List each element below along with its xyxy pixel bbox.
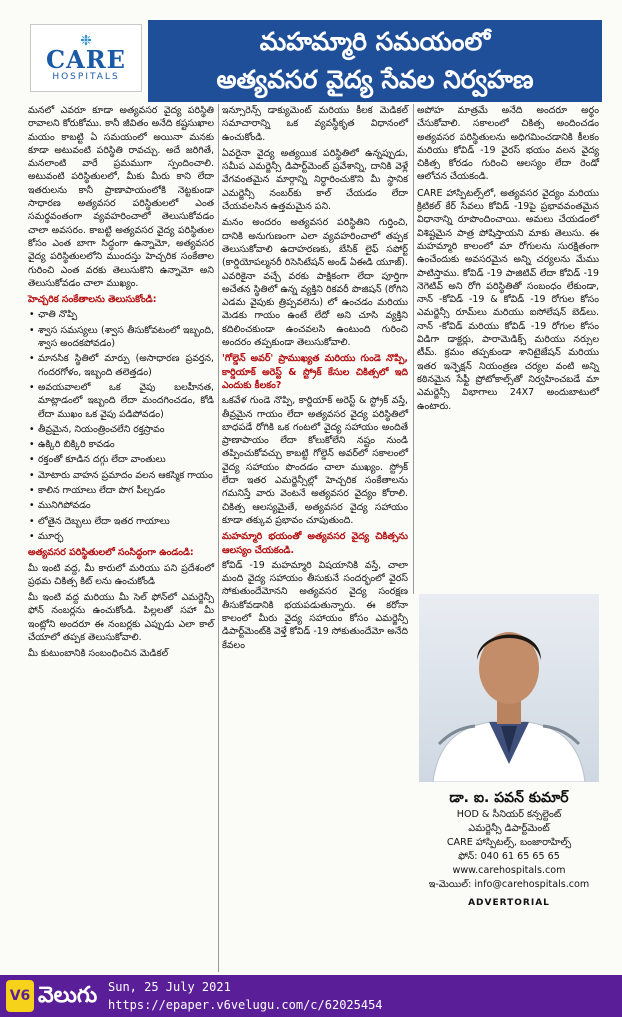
paragraph: CARE హాస్పిటల్స్‌లో, అత్యవసర వైద్యం మరియు క్రిటికల్ కేర్ సేవలు కోవిడ్ -19పై ప్రభావవంతమైన విధానాన్ని రూపొందించాయి. అమలు చేయడంలో విశిష్టమైన పాత్ర పోషిస్తాయని మాకు తెలుసు. ఈ మహమ్మారి కాలంలో మా రోగులను సురక్షితంగా ఉంచేందుకు అవసరమైన అన్ని చర్యలను మేము పాటిస్తాము. కోవిడ్ -19 పాజిటివ్ లేదా కోవిడ్ -19 నెగెటివ్ అని రోగి పరిస్థితితో సంబంధం లేకుండా, నాన్ -కోవిడ్ -19 & కోవిడ్ -19 రోగుల కోసం ఎమర్జెన్సీ రూమ్‌లు మరియు ఐసోలేషన్ బెడ్‌లు. నాన్ -కోవిడ్ మరియు కోవిడ్ -19 రోగుల కోసం విడిగా డాక్టర్లు, పారామెడిక్స్ మరియు నర్సుల టీమ్. క్రమం తప్పకుండా శానిటైజేషన్ మరియు ఇతర ఇన్ఫెక్షన్ నియంత్రణ చర్యల వంటి అన్ని కఠినమైన సేఫ్టీ ప్రోటోకాల్స్‌తో నిర్వహించబడే మా ఎమర్జెన్సీ విభాగాలు 24X7 అందుబాటులో ఉంటారు. xyxy=(417,187,599,412)
edition-date: Sun, 25 July 2021 xyxy=(108,980,231,994)
paragraph: మీ ఇంటి వద్ద, మీ కారులో మరియు పని ప్రదేశంలో ప్రథమ చికిత్స కిట్ లను ఉంచుకోండి xyxy=(28,562,214,587)
column-2 xyxy=(222,104,408,655)
footer-meta xyxy=(108,978,383,1014)
list-item: • ఉక్కిరి బిక్కిరి కావడం xyxy=(28,438,214,451)
doctor-name: డా. ఐ. పవన్ కుమార్ xyxy=(449,790,569,806)
headline-line-2: అత్యవసర వైద్య సేవల నిర్వహణ xyxy=(216,65,534,94)
paragraph: మనం అందరం అత్యవసర పరిస్థితిని గుర్తించి, దానికి అనుగుణంగా ఎలా వ్యవహరించాలో తప్పక తెలుసుకోవాలి ఉదాహరణకు, బేసిక్ లైఫ్ సపోర్ట్ (కార్డియోపల్మనరీ రిసెసిటేషన్ అండ్ ఏఈడి యూజ్). ఎవరికైనా వచ్చే వరకు పాక్షికంగా లేదా పూర్తిగా అచేతన స్థితిలో ఉన్న వ్యక్తిని రికవరీ పొజిషన్ (రోగిని ఎడమ వైపుకు త్రిప్పవలెను) లో ఉంచడం మరియు మెడకు గాయం ఉంటే లేదో అని చూసి వ్యక్తిని కదిలించకుండా ఉంచవలసి ఉంటుంది గురించి అందరం తప్పకుండా తెలుసుకోవాలి. xyxy=(222,217,408,349)
paragraph: అపోహ మాత్రమే అనేది అందరూ అర్థం చేసుకోవాలి. సకాలంలో చికిత్స అందించడం అత్యవసర పరిస్థితులను అధిగమించడానికి కీలకం మరియు కోవిడ్ -19 వైరస్ భయం వలన వైద్య చికిత్స కోరడం గురించి ఆలస్యం లేదా రెండో ఆలోచన చేయకండి. xyxy=(417,105,599,183)
list-item: • మునిగిపోవడం xyxy=(28,499,214,512)
email-address[interactable]: ఇ-మెయిల్: info@carehospitals.com xyxy=(428,879,590,890)
paragraph: ఇన్సూరెన్స్ డాక్యుమెంట్ మరియు కీలక మెడికల్ సమాచారాన్ని ఒక వ్యవస్థీకృత విధానంలో ఉంచుకోండి. xyxy=(222,105,408,143)
list-item: • ఛాతి నొప్పి xyxy=(28,308,214,321)
article-header xyxy=(22,18,602,104)
list-item: • తీవ్రమైన, నియంత్రించలేని రక్తస్రావం xyxy=(28,423,214,436)
v6-velugu-logo[interactable] xyxy=(6,980,98,1012)
advertorial-tag: ADVERTORIAL xyxy=(468,898,550,908)
article-body xyxy=(22,104,602,972)
paragraph: మనలో ఎవరూ కూడా అత్యవసర వైద్య పరిస్థితి రావాలని కోరుకోము. కానీ జీవితం అనేది కష్టసుఖాల మయం కాబట్టి ఏ సమయంలో అయినా మనకు కూడా అటువంటి పరిస్థితి రావచ్చు. అదే జరిగితే, మనలాంటి వారే ప్రమముగా స్పందించాలి. అటువంటి పరిస్థితులలో, మీకు మీరు కాని లేదా ఇతరులను కానీ ప్రాణాపాయంలోకి నెట్టకుండా సాధారణ అత్యవసర పరిస్థితులలో ఎంత సమర్థవంతంగా వ్యవహరించాలో తెలుసుకోవడం చాలా అవసరం. కాబట్టి అత్యవసర వైద్య పరిస్థితుల కోసం ఎంత బాగా సిద్ధంగా ఉన్నామో, అత్యవసర వైద్య పరిస్థితులలోని ముందస్తు హెచ్చరిక సంకేతాల గురించి ఎంత వరకు తెలుసుకొని ఉన్నామో అని తెలుసుకోవడం చాలా ముఖ్యం. xyxy=(28,105,214,289)
list-item: • మోటారు వాహన ప్రమాదం వలన ఆకస్మిక గాయం xyxy=(28,469,214,482)
subheading: మహమ్మారి భయంతో అత్యవసర వైద్య చికిత్సను ఆలస్యం చేయకండి. xyxy=(222,531,408,556)
epaper-footer-bar xyxy=(0,975,622,1017)
list-item: • రక్తంతో కూడిన దగ్గు లేదా వాంతులు xyxy=(28,453,214,466)
subheading: హెచ్చరిక సంకేతాలను తెలుసుకోండి: xyxy=(28,294,157,306)
list-item: • మూర్ఛ xyxy=(28,530,214,543)
list-item: • కాలిన గాయాలు లేదా పొగ పీల్చడం xyxy=(28,484,214,497)
care-logo-icon: ❉ xyxy=(80,33,92,49)
brand-wordmark: వెలుగు xyxy=(38,983,98,1008)
v6-badge-icon: V6 xyxy=(6,980,34,1012)
doctor-photo xyxy=(419,594,599,782)
doctor-portrait-icon xyxy=(419,594,599,782)
epaper-url[interactable]: https://epaper.v6velugu.com/c/62025454 xyxy=(108,998,383,1012)
paragraph: కోవిడ్ -19 మహమ్మారి విషయానికి వస్తే, చాలా మంది వైద్య సహాయం తీసుకునే సందర్భంలో వైరస్ సోకుతుందేమోనని అత్యవసర వైద్య సంరక్షణ తీసుకోవడానికి భయపడుతున్నారు. ఈ కరోనా కాలంలో మీరు వైద్య సహాయం కోసం ఎమర్జెన్సీ డిపార్ట్‌మెంట్‌కి వెళ్తే కోవిడ్ -19 సోకుతుందేమో అనేది కేవలం xyxy=(222,559,408,651)
website-link[interactable]: www.carehospitals.com xyxy=(452,865,566,876)
column-divider xyxy=(413,104,414,594)
paragraph: ఒకవేళ గుండె నొప్పి, కార్డియాక్ అరెస్ట్ & స్ట్రోక్ వస్తే, తీవ్రమైన గాయం లేదా అత్యవసర వైద్య పరిస్థితిలో బాధపడే రోగికి ఒక గంటలో వైద్య సహాయం అందితే ప్రాణాపాయం లేదా కోలుకోలేని నష్టం నుండి తప్పించుకోవచ్చు కాబట్టి గోల్డెన్ అవర్‌లో సకాలంలో వైద్య సహాయం పొందడం చాలా ముఖ్యం. స్ట్రోక్ లేదా ఇతర ఎమర్జెన్సీల్లో హెచ్చరిక సంకేతాలను గమనిస్తే వారు వెంటనే అత్యవసర వైద్యం కోరాలి. చికిత్స ఆలస్యమైతే, అత్యవసర వైద్య సహాయం కూడా తక్కువ ప్రభావం చూపుతుంది. xyxy=(222,395,408,526)
column-1 xyxy=(28,104,214,664)
list-item: • లోతైన దెబ్బలు లేదా ఇతర గాయాలు xyxy=(28,515,214,528)
subheading: అత్యవసర పరిస్థితులలో సంసిద్ధంగా ఉండండి: xyxy=(28,547,194,559)
logo-word: CARE xyxy=(46,45,126,74)
list-item: • మానసిక స్థితిలో మార్పు (అసాధారణ ప్రవర్తన, గందరగోళం, ఇబ్బంది తలెత్తడం) xyxy=(28,352,214,379)
doctor-signature-block xyxy=(419,788,599,908)
headline-banner xyxy=(148,20,602,102)
paragraph: ఏవరైనా వైద్య అత్యయిక పరిస్థితిలో ఉన్నప్పుడు, సమీప ఎమర్జెన్సీ డిపార్ట్‌మెంట్ ప్రవేశాన్ని, దానికి వెళ్లే వేగవంతమైన మార్గాన్ని నిర్ధారించుకొని మీ స్థానిక ఎమర్జెన్సీ నంబర్‌కు కాల్ చేయడం లేదా చేయవలసిన ఉత్తమమైన పని. xyxy=(222,147,408,213)
care-hospitals-logo xyxy=(30,24,142,92)
paragraph: మీ ఇంటి వద్ద మరియు మీ సెల్ ఫోన్‌లో ఎమర్జెన్సీ ఫోన్ నంబర్లను ఉంచుకోండి. పిల్లలతో సహా మీ ఇంట్లోని అందరూ ఈ నంబర్లకు ఎప్పుడు ఎలా కాల్ చేయాలో తప్పక తెలుసుకోవాలి. xyxy=(28,592,214,643)
doctor-designation: HOD & సీనియర్ కన్సల్టెంట్ xyxy=(456,809,562,820)
headline-line-1: మహమ్మారి సమయంలో xyxy=(259,27,491,56)
list-item: • అవయవాలలో ఒక వైపు బలహీనత, మాట్లాడంలో ఇబ్బంది లేదా మందగించడం, కోడి లేదా ముఖం ఒక వైపు పడిపోవడం) xyxy=(28,381,214,421)
doctor-department: ఎమర్జెన్సీ డిపార్ట్‌మెంట్ xyxy=(468,823,550,834)
column-3 xyxy=(417,104,599,416)
subheading: 'గోల్డెన్ అవర్' ప్రాముఖ్యత మరియు గుండె నొప్పి, కార్డియాక్ అరెస్ట్ & స్ట్రోక్ కేసుల చికిత్సలో ఇది ఎందుకు కీలకం? xyxy=(222,353,408,391)
list-item: • శ్వాస సమస్యలు (శ్వాస తీసుకోవటంలో ఇబ్బంది, శ్వాస అందకపోవడం) xyxy=(28,324,214,351)
hospital-name: CARE హాస్పిటల్స్, బంజారాహిల్స్ xyxy=(446,837,572,848)
logo-subtitle: HOSPITALS xyxy=(52,72,120,82)
phone-number: ఫోన్: 040 61 65 65 65 xyxy=(458,851,560,862)
paragraph: మీ కుటుంబానికి సంబంధించిన మెడికల్ xyxy=(28,648,169,660)
column-divider xyxy=(218,104,219,972)
